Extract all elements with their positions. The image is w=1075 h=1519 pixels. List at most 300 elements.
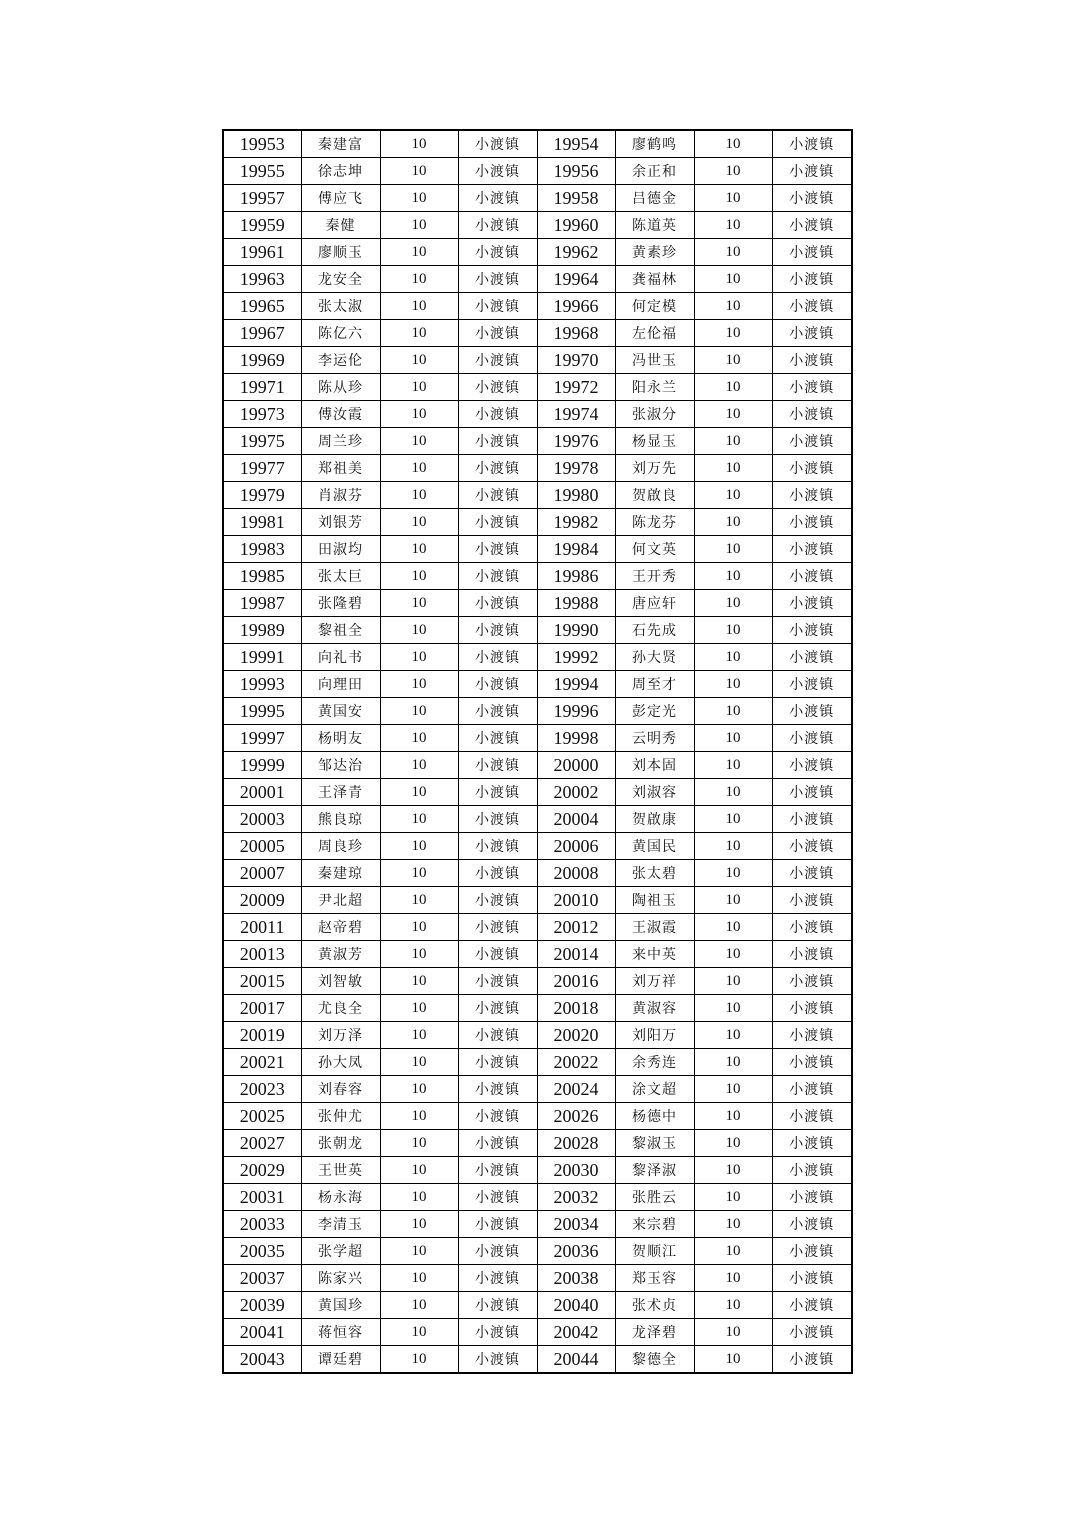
record-number-cell: 20027 bbox=[223, 1130, 301, 1157]
township-cell: 小渡镇 bbox=[458, 239, 537, 266]
record-number-cell: 20035 bbox=[223, 1238, 301, 1265]
person-name-cell: 张术贞 bbox=[615, 1292, 694, 1319]
table-row bbox=[223, 130, 852, 158]
amount-cell: 10 bbox=[380, 806, 458, 833]
township-cell: 小渡镇 bbox=[772, 1265, 852, 1292]
amount-cell: 10 bbox=[694, 725, 772, 752]
person-name-cell: 田淑均 bbox=[301, 536, 380, 563]
amount-cell: 10 bbox=[380, 563, 458, 590]
township-cell: 小渡镇 bbox=[458, 806, 537, 833]
township-cell: 小渡镇 bbox=[772, 617, 852, 644]
amount-cell: 10 bbox=[380, 995, 458, 1022]
township-cell: 小渡镇 bbox=[772, 590, 852, 617]
amount-cell: 10 bbox=[694, 130, 772, 158]
person-name-cell: 秦建富 bbox=[301, 130, 380, 158]
amount-cell: 10 bbox=[694, 644, 772, 671]
township-cell: 小渡镇 bbox=[458, 1076, 537, 1103]
amount-cell: 10 bbox=[694, 239, 772, 266]
township-cell: 小渡镇 bbox=[772, 779, 852, 806]
person-name-cell: 孙大贤 bbox=[615, 644, 694, 671]
township-cell: 小渡镇 bbox=[772, 1076, 852, 1103]
record-number-cell: 20005 bbox=[223, 833, 301, 860]
person-name-cell: 张朝龙 bbox=[301, 1130, 380, 1157]
table-row bbox=[223, 536, 852, 563]
roster-body bbox=[223, 130, 852, 1373]
township-cell: 小渡镇 bbox=[772, 1211, 852, 1238]
township-cell: 小渡镇 bbox=[458, 158, 537, 185]
record-number-cell: 20025 bbox=[223, 1103, 301, 1130]
amount-cell: 10 bbox=[380, 779, 458, 806]
amount-cell: 10 bbox=[694, 509, 772, 536]
township-cell: 小渡镇 bbox=[772, 941, 852, 968]
table-row bbox=[223, 1157, 852, 1184]
township-cell: 小渡镇 bbox=[458, 1130, 537, 1157]
person-name-cell: 郑玉容 bbox=[615, 1265, 694, 1292]
amount-cell: 10 bbox=[694, 590, 772, 617]
table-row bbox=[223, 1130, 852, 1157]
amount-cell: 10 bbox=[694, 266, 772, 293]
amount-cell: 10 bbox=[380, 1346, 458, 1374]
township-cell: 小渡镇 bbox=[772, 455, 852, 482]
table-row bbox=[223, 914, 852, 941]
person-name-cell: 张淑分 bbox=[615, 401, 694, 428]
amount-cell: 10 bbox=[380, 1184, 458, 1211]
table-row bbox=[223, 563, 852, 590]
amount-cell: 10 bbox=[380, 617, 458, 644]
record-number-cell: 20000 bbox=[537, 752, 615, 779]
township-cell: 小渡镇 bbox=[772, 1184, 852, 1211]
table-row bbox=[223, 1319, 852, 1346]
person-name-cell: 龙泽碧 bbox=[615, 1319, 694, 1346]
person-name-cell: 涂文超 bbox=[615, 1076, 694, 1103]
amount-cell: 10 bbox=[694, 1184, 772, 1211]
table-row bbox=[223, 320, 852, 347]
township-cell: 小渡镇 bbox=[772, 671, 852, 698]
person-name-cell: 刘阳万 bbox=[615, 1022, 694, 1049]
record-number-cell: 19954 bbox=[537, 130, 615, 158]
township-cell: 小渡镇 bbox=[772, 320, 852, 347]
amount-cell: 10 bbox=[380, 1211, 458, 1238]
amount-cell: 10 bbox=[380, 509, 458, 536]
person-name-cell: 周兰珍 bbox=[301, 428, 380, 455]
record-number-cell: 19997 bbox=[223, 725, 301, 752]
table-row bbox=[223, 806, 852, 833]
amount-cell: 10 bbox=[694, 860, 772, 887]
township-cell: 小渡镇 bbox=[458, 671, 537, 698]
record-number-cell: 19970 bbox=[537, 347, 615, 374]
township-cell: 小渡镇 bbox=[772, 482, 852, 509]
township-cell: 小渡镇 bbox=[458, 887, 537, 914]
record-number-cell: 19966 bbox=[537, 293, 615, 320]
township-cell: 小渡镇 bbox=[458, 563, 537, 590]
amount-cell: 10 bbox=[694, 1157, 772, 1184]
record-number-cell: 19971 bbox=[223, 374, 301, 401]
township-cell: 小渡镇 bbox=[458, 455, 537, 482]
township-cell: 小渡镇 bbox=[458, 1103, 537, 1130]
township-cell: 小渡镇 bbox=[772, 374, 852, 401]
record-number-cell: 20024 bbox=[537, 1076, 615, 1103]
person-name-cell: 赵帝碧 bbox=[301, 914, 380, 941]
amount-cell: 10 bbox=[380, 1022, 458, 1049]
person-name-cell: 龙安全 bbox=[301, 266, 380, 293]
record-number-cell: 20032 bbox=[537, 1184, 615, 1211]
person-name-cell: 向礼书 bbox=[301, 644, 380, 671]
person-name-cell: 阳永兰 bbox=[615, 374, 694, 401]
township-cell: 小渡镇 bbox=[458, 698, 537, 725]
record-number-cell: 19962 bbox=[537, 239, 615, 266]
township-cell: 小渡镇 bbox=[458, 536, 537, 563]
township-cell: 小渡镇 bbox=[772, 644, 852, 671]
township-cell: 小渡镇 bbox=[458, 1157, 537, 1184]
table-row bbox=[223, 293, 852, 320]
record-number-cell: 19973 bbox=[223, 401, 301, 428]
person-name-cell: 何文英 bbox=[615, 536, 694, 563]
person-name-cell: 刘万祥 bbox=[615, 968, 694, 995]
person-name-cell: 杨显玉 bbox=[615, 428, 694, 455]
township-cell: 小渡镇 bbox=[458, 266, 537, 293]
table-row bbox=[223, 455, 852, 482]
record-number-cell: 20012 bbox=[537, 914, 615, 941]
township-cell: 小渡镇 bbox=[458, 428, 537, 455]
record-number-cell: 20019 bbox=[223, 1022, 301, 1049]
township-cell: 小渡镇 bbox=[772, 401, 852, 428]
table-row bbox=[223, 941, 852, 968]
record-number-cell: 19985 bbox=[223, 563, 301, 590]
person-name-cell: 傅应飞 bbox=[301, 185, 380, 212]
amount-cell: 10 bbox=[694, 806, 772, 833]
amount-cell: 10 bbox=[380, 941, 458, 968]
record-number-cell: 20031 bbox=[223, 1184, 301, 1211]
person-name-cell: 黎泽淑 bbox=[615, 1157, 694, 1184]
amount-cell: 10 bbox=[380, 1130, 458, 1157]
person-name-cell: 廖鹤鸣 bbox=[615, 130, 694, 158]
amount-cell: 10 bbox=[694, 347, 772, 374]
amount-cell: 10 bbox=[380, 833, 458, 860]
record-number-cell: 20043 bbox=[223, 1346, 301, 1374]
person-name-cell: 张仲尤 bbox=[301, 1103, 380, 1130]
township-cell: 小渡镇 bbox=[772, 509, 852, 536]
township-cell: 小渡镇 bbox=[458, 968, 537, 995]
table-row bbox=[223, 374, 852, 401]
record-number-cell: 20037 bbox=[223, 1265, 301, 1292]
township-cell: 小渡镇 bbox=[458, 1292, 537, 1319]
person-name-cell: 蒋恒容 bbox=[301, 1319, 380, 1346]
person-name-cell: 龚福林 bbox=[615, 266, 694, 293]
amount-cell: 10 bbox=[380, 1265, 458, 1292]
amount-cell: 10 bbox=[380, 1238, 458, 1265]
record-number-cell: 20041 bbox=[223, 1319, 301, 1346]
township-cell: 小渡镇 bbox=[772, 212, 852, 239]
person-name-cell: 张胜云 bbox=[615, 1184, 694, 1211]
township-cell: 小渡镇 bbox=[772, 1157, 852, 1184]
table-row bbox=[223, 1022, 852, 1049]
township-cell: 小渡镇 bbox=[772, 1292, 852, 1319]
table-row bbox=[223, 752, 852, 779]
amount-cell: 10 bbox=[694, 698, 772, 725]
table-row bbox=[223, 401, 852, 428]
person-name-cell: 何定模 bbox=[615, 293, 694, 320]
record-number-cell: 19998 bbox=[537, 725, 615, 752]
township-cell: 小渡镇 bbox=[772, 158, 852, 185]
record-number-cell: 20009 bbox=[223, 887, 301, 914]
record-number-cell: 19982 bbox=[537, 509, 615, 536]
township-cell: 小渡镇 bbox=[458, 1319, 537, 1346]
township-cell: 小渡镇 bbox=[772, 347, 852, 374]
amount-cell: 10 bbox=[380, 239, 458, 266]
township-cell: 小渡镇 bbox=[772, 536, 852, 563]
person-name-cell: 周良珍 bbox=[301, 833, 380, 860]
record-number-cell: 19983 bbox=[223, 536, 301, 563]
person-name-cell: 秦建琼 bbox=[301, 860, 380, 887]
record-number-cell: 19978 bbox=[537, 455, 615, 482]
person-name-cell: 王世英 bbox=[301, 1157, 380, 1184]
record-number-cell: 19991 bbox=[223, 644, 301, 671]
township-cell: 小渡镇 bbox=[458, 1238, 537, 1265]
record-number-cell: 19975 bbox=[223, 428, 301, 455]
record-number-cell: 19987 bbox=[223, 590, 301, 617]
person-name-cell: 石先成 bbox=[615, 617, 694, 644]
township-cell: 小渡镇 bbox=[458, 1184, 537, 1211]
person-name-cell: 冯世玉 bbox=[615, 347, 694, 374]
amount-cell: 10 bbox=[694, 158, 772, 185]
record-number-cell: 20020 bbox=[537, 1022, 615, 1049]
person-name-cell: 杨德中 bbox=[615, 1103, 694, 1130]
township-cell: 小渡镇 bbox=[772, 914, 852, 941]
township-cell: 小渡镇 bbox=[458, 482, 537, 509]
person-name-cell: 谭廷碧 bbox=[301, 1346, 380, 1374]
township-cell: 小渡镇 bbox=[458, 779, 537, 806]
person-name-cell: 傅汝霞 bbox=[301, 401, 380, 428]
amount-cell: 10 bbox=[694, 455, 772, 482]
amount-cell: 10 bbox=[694, 320, 772, 347]
amount-cell: 10 bbox=[694, 833, 772, 860]
amount-cell: 10 bbox=[380, 482, 458, 509]
amount-cell: 10 bbox=[380, 725, 458, 752]
record-number-cell: 19989 bbox=[223, 617, 301, 644]
person-name-cell: 刘本固 bbox=[615, 752, 694, 779]
person-name-cell: 彭定光 bbox=[615, 698, 694, 725]
record-number-cell: 19986 bbox=[537, 563, 615, 590]
township-cell: 小渡镇 bbox=[458, 860, 537, 887]
table-row bbox=[223, 698, 852, 725]
table-row bbox=[223, 1103, 852, 1130]
township-cell: 小渡镇 bbox=[772, 698, 852, 725]
person-name-cell: 来中英 bbox=[615, 941, 694, 968]
amount-cell: 10 bbox=[694, 563, 772, 590]
person-name-cell: 刘淑容 bbox=[615, 779, 694, 806]
record-number-cell: 19972 bbox=[537, 374, 615, 401]
table-row bbox=[223, 590, 852, 617]
record-number-cell: 20034 bbox=[537, 1211, 615, 1238]
record-number-cell: 20007 bbox=[223, 860, 301, 887]
amount-cell: 10 bbox=[694, 1130, 772, 1157]
person-name-cell: 杨永海 bbox=[301, 1184, 380, 1211]
person-name-cell: 黄淑芳 bbox=[301, 941, 380, 968]
person-name-cell: 黄国安 bbox=[301, 698, 380, 725]
township-cell: 小渡镇 bbox=[772, 887, 852, 914]
township-cell: 小渡镇 bbox=[772, 428, 852, 455]
table-row bbox=[223, 347, 852, 374]
table-row bbox=[223, 239, 852, 266]
amount-cell: 10 bbox=[694, 1211, 772, 1238]
record-number-cell: 19984 bbox=[537, 536, 615, 563]
person-name-cell: 刘春容 bbox=[301, 1076, 380, 1103]
person-name-cell: 陶祖玉 bbox=[615, 887, 694, 914]
record-number-cell: 20023 bbox=[223, 1076, 301, 1103]
record-number-cell: 19990 bbox=[537, 617, 615, 644]
record-number-cell: 19996 bbox=[537, 698, 615, 725]
record-number-cell: 19959 bbox=[223, 212, 301, 239]
amount-cell: 10 bbox=[694, 428, 772, 455]
amount-cell: 10 bbox=[380, 1103, 458, 1130]
amount-cell: 10 bbox=[380, 185, 458, 212]
township-cell: 小渡镇 bbox=[458, 752, 537, 779]
person-name-cell: 秦健 bbox=[301, 212, 380, 239]
table-row bbox=[223, 1238, 852, 1265]
amount-cell: 10 bbox=[380, 860, 458, 887]
township-cell: 小渡镇 bbox=[772, 806, 852, 833]
amount-cell: 10 bbox=[694, 779, 772, 806]
table-row bbox=[223, 779, 852, 806]
amount-cell: 10 bbox=[694, 212, 772, 239]
amount-cell: 10 bbox=[380, 428, 458, 455]
township-cell: 小渡镇 bbox=[458, 914, 537, 941]
table-row bbox=[223, 1184, 852, 1211]
record-number-cell: 20033 bbox=[223, 1211, 301, 1238]
person-name-cell: 王泽青 bbox=[301, 779, 380, 806]
record-number-cell: 20039 bbox=[223, 1292, 301, 1319]
table-row bbox=[223, 1292, 852, 1319]
table-row bbox=[223, 1049, 852, 1076]
amount-cell: 10 bbox=[380, 914, 458, 941]
table-row bbox=[223, 1265, 852, 1292]
person-name-cell: 来宗碧 bbox=[615, 1211, 694, 1238]
township-cell: 小渡镇 bbox=[458, 212, 537, 239]
amount-cell: 10 bbox=[694, 185, 772, 212]
person-name-cell: 贺啟良 bbox=[615, 482, 694, 509]
amount-cell: 10 bbox=[694, 941, 772, 968]
township-cell: 小渡镇 bbox=[772, 1319, 852, 1346]
person-name-cell: 肖淑芬 bbox=[301, 482, 380, 509]
record-number-cell: 19988 bbox=[537, 590, 615, 617]
amount-cell: 10 bbox=[694, 752, 772, 779]
table-row bbox=[223, 1076, 852, 1103]
person-name-cell: 陈道英 bbox=[615, 212, 694, 239]
amount-cell: 10 bbox=[694, 1346, 772, 1374]
person-name-cell: 贺顺江 bbox=[615, 1238, 694, 1265]
amount-cell: 10 bbox=[694, 671, 772, 698]
record-number-cell: 20016 bbox=[537, 968, 615, 995]
person-name-cell: 尹北超 bbox=[301, 887, 380, 914]
record-number-cell: 19964 bbox=[537, 266, 615, 293]
record-number-cell: 20044 bbox=[537, 1346, 615, 1374]
table-row bbox=[223, 887, 852, 914]
person-name-cell: 周至才 bbox=[615, 671, 694, 698]
record-number-cell: 19953 bbox=[223, 130, 301, 158]
amount-cell: 10 bbox=[694, 293, 772, 320]
record-number-cell: 19956 bbox=[537, 158, 615, 185]
record-number-cell: 20002 bbox=[537, 779, 615, 806]
amount-cell: 10 bbox=[380, 752, 458, 779]
person-name-cell: 黄淑容 bbox=[615, 995, 694, 1022]
table-row bbox=[223, 725, 852, 752]
township-cell: 小渡镇 bbox=[458, 1265, 537, 1292]
record-number-cell: 19979 bbox=[223, 482, 301, 509]
township-cell: 小渡镇 bbox=[458, 1211, 537, 1238]
amount-cell: 10 bbox=[380, 1292, 458, 1319]
record-number-cell: 20001 bbox=[223, 779, 301, 806]
record-number-cell: 19977 bbox=[223, 455, 301, 482]
table-row bbox=[223, 671, 852, 698]
record-number-cell: 20014 bbox=[537, 941, 615, 968]
amount-cell: 10 bbox=[380, 130, 458, 158]
roster-table bbox=[222, 129, 853, 1374]
person-name-cell: 徐志坤 bbox=[301, 158, 380, 185]
person-name-cell: 刘万先 bbox=[615, 455, 694, 482]
person-name-cell: 余正和 bbox=[615, 158, 694, 185]
township-cell: 小渡镇 bbox=[772, 130, 852, 158]
township-cell: 小渡镇 bbox=[772, 1238, 852, 1265]
record-number-cell: 20004 bbox=[537, 806, 615, 833]
record-number-cell: 20021 bbox=[223, 1049, 301, 1076]
amount-cell: 10 bbox=[694, 1319, 772, 1346]
township-cell: 小渡镇 bbox=[772, 1346, 852, 1374]
amount-cell: 10 bbox=[380, 293, 458, 320]
person-name-cell: 李运伦 bbox=[301, 347, 380, 374]
township-cell: 小渡镇 bbox=[772, 1130, 852, 1157]
table-row bbox=[223, 428, 852, 455]
record-number-cell: 19981 bbox=[223, 509, 301, 536]
amount-cell: 10 bbox=[380, 1076, 458, 1103]
record-number-cell: 20018 bbox=[537, 995, 615, 1022]
amount-cell: 10 bbox=[694, 401, 772, 428]
person-name-cell: 陈从珍 bbox=[301, 374, 380, 401]
township-cell: 小渡镇 bbox=[458, 833, 537, 860]
person-name-cell: 张太巨 bbox=[301, 563, 380, 590]
amount-cell: 10 bbox=[694, 1049, 772, 1076]
record-number-cell: 20006 bbox=[537, 833, 615, 860]
township-cell: 小渡镇 bbox=[772, 752, 852, 779]
amount-cell: 10 bbox=[694, 914, 772, 941]
amount-cell: 10 bbox=[380, 536, 458, 563]
table-row bbox=[223, 644, 852, 671]
amount-cell: 10 bbox=[380, 266, 458, 293]
person-name-cell: 李清玉 bbox=[301, 1211, 380, 1238]
township-cell: 小渡镇 bbox=[772, 239, 852, 266]
amount-cell: 10 bbox=[694, 536, 772, 563]
township-cell: 小渡镇 bbox=[458, 617, 537, 644]
amount-cell: 10 bbox=[694, 1292, 772, 1319]
record-number-cell: 20013 bbox=[223, 941, 301, 968]
table-row bbox=[223, 1211, 852, 1238]
person-name-cell: 张学超 bbox=[301, 1238, 380, 1265]
township-cell: 小渡镇 bbox=[772, 293, 852, 320]
table-row bbox=[223, 860, 852, 887]
township-cell: 小渡镇 bbox=[772, 185, 852, 212]
person-name-cell: 黎德全 bbox=[615, 1346, 694, 1374]
person-name-cell: 陈亿六 bbox=[301, 320, 380, 347]
person-name-cell: 余秀连 bbox=[615, 1049, 694, 1076]
amount-cell: 10 bbox=[694, 1103, 772, 1130]
person-name-cell: 黎祖全 bbox=[301, 617, 380, 644]
amount-cell: 10 bbox=[380, 1049, 458, 1076]
record-number-cell: 19980 bbox=[537, 482, 615, 509]
township-cell: 小渡镇 bbox=[458, 1346, 537, 1374]
amount-cell: 10 bbox=[380, 212, 458, 239]
amount-cell: 10 bbox=[380, 158, 458, 185]
amount-cell: 10 bbox=[380, 1319, 458, 1346]
amount-cell: 10 bbox=[694, 887, 772, 914]
